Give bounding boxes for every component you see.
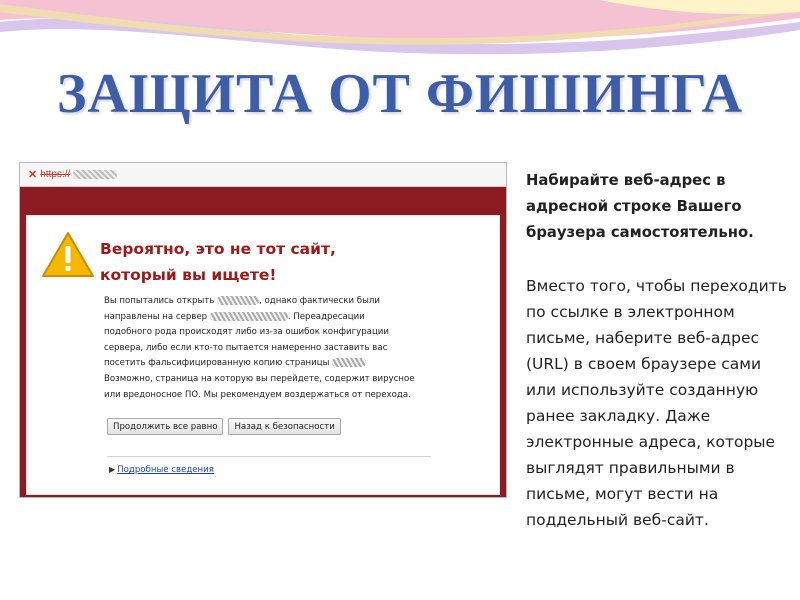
expand-triangle-icon: ▶ [109, 465, 116, 474]
blurred-page [332, 358, 366, 367]
body-line3: подобного рода происходят либо из-за ошибок конфигурации [104, 327, 389, 338]
button-row [107, 418, 341, 435]
body-line1b: , однако фактически были [259, 296, 380, 306]
body-line2a: направлены на сервер [104, 311, 208, 322]
divider [107, 456, 431, 457]
warning-heading-line1: Вероятно, это не тот сайт, [100, 240, 336, 258]
blurred-server [210, 312, 288, 321]
address-blurred [73, 170, 117, 179]
body-line5: посетить фальсифицированную копию страницы [104, 358, 330, 369]
header-decoration [0, 0, 800, 70]
warning-body [104, 294, 434, 403]
body-paragraph: Вместо того, чтобы переходить по ссылке в электронном письме, наберите веб-адрес (URL) в своем браузере сами или используйте созданную ранее закладку. Даже электронные адреса, которые выглядят правильными в письме, могут вести на поддельный веб-сайт. [526, 277, 787, 529]
browser-screenshot [19, 162, 507, 498]
warning-triangle-icon [41, 230, 95, 280]
body-line1a: Вы попытались открыть [104, 296, 215, 306]
warning-panel [26, 215, 500, 495]
details-link-label[interactable]: Подробные сведения [117, 465, 214, 475]
back-to-safety-button[interactable]: Назад к безопасности [228, 418, 340, 435]
error-x-icon: ✕ [28, 169, 38, 181]
slide-title: ЗАЩИТА ОТ ФИШИНГА [56, 63, 744, 125]
body-line4: сервера, либо если кто-то пытается намеренно заставить вас [104, 342, 388, 353]
body-line2b: . Переадресации [287, 311, 365, 322]
proceed-anyway-button[interactable]: Продолжить все равно [107, 418, 223, 435]
details-link[interactable] [109, 465, 214, 475]
right-text-column [526, 168, 796, 533]
warning-heading-line2: который вы ищете! [100, 266, 277, 284]
lead-paragraph: Набирайте веб-адрес в адресной строке Вашего браузера самостоятельно. [526, 172, 754, 241]
address-protocol: https:// [40, 169, 71, 180]
warning-heading [100, 236, 400, 288]
body-line7: или вредоносное ПО. Мы рекомендуем воздержаться от перехода. [104, 389, 411, 400]
body-line6: Возможно, страница на которую вы перейдете, содержит вирусное [104, 373, 415, 384]
blurred-url [217, 296, 259, 305]
address-bar [20, 163, 506, 187]
